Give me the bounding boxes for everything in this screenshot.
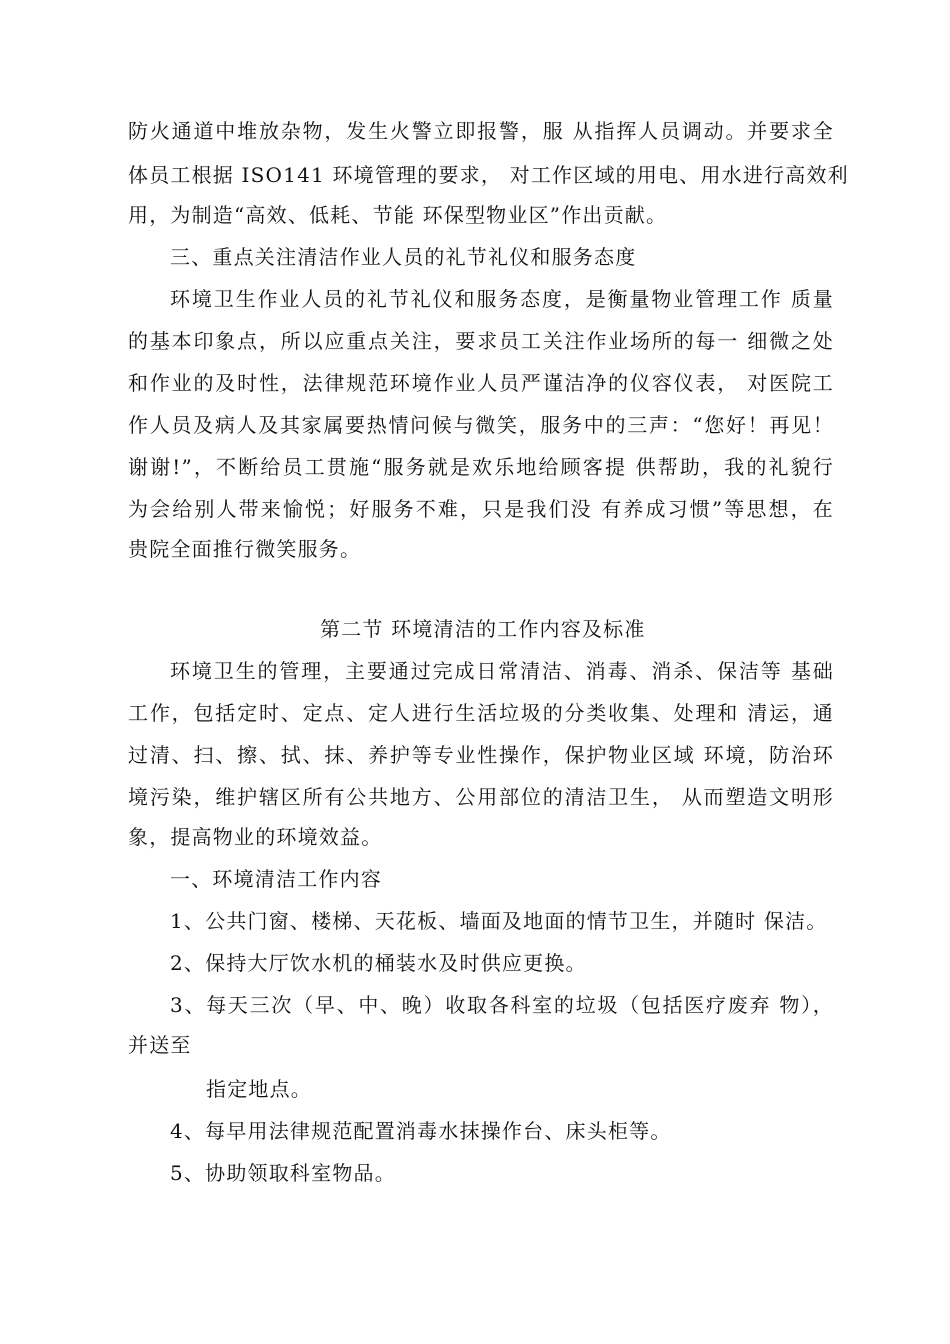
paragraph-line: 过清、扫、擦、拭、抹、养护等专业性操作，保护物业区域 环境，防治环 [128, 743, 834, 767]
paragraph-line: 谢谢!”，不断给员工贯施“服务就是欢乐地给顾客提 供帮助，我的礼貌行 [128, 455, 834, 479]
list-item: 5、协助领取科室物品。 [170, 1161, 396, 1185]
paragraph-line: 工作，包括定时、定点、定人进行生活垃圾的分类收集、处理和 清运，通 [128, 701, 834, 725]
section-heading: 一、环境清洁工作内容 [170, 867, 382, 891]
list-item: 4、每早用法律规范配置消毒水抹操作台、床头柜等。 [170, 1119, 672, 1143]
paragraph-line: 环境卫生作业人员的礼节礼仪和服务态度，是衡量物业管理工作 质量 [170, 287, 834, 311]
list-item-continuation: 并送至 [128, 1033, 192, 1057]
paragraph-line: 境污染，维护辖区所有公共地方、公用部位的清洁卫生， 从而塑造文明形 [128, 785, 834, 809]
list-item-continuation: 指定地点。 [206, 1077, 312, 1101]
list-item: 1、公共门窗、楼梯、天花板、墙面及地面的情节卫生，并随时 保洁。 [170, 909, 828, 933]
paragraph-line: 的基本印象点，所以应重点关注，要求员工关注作业场所的每一 细微之处 [128, 329, 834, 353]
list-item: 2、保持大厅饮水机的桶装水及时供应更换。 [170, 951, 587, 975]
section-heading: 三、重点关注清洁作业人员的礼节礼仪和服务态度 [170, 245, 637, 269]
paragraph-line: 贵院全面推行微笑服务。 [128, 537, 362, 561]
paragraph-line: 象，提高物业的环境效益。 [128, 825, 383, 849]
paragraph-line: 防火通道中堆放杂物，发生火警立即报警，服 从指挥人员调动。并要求全 [128, 119, 834, 143]
paragraph-line: 环境卫生的管理，主要通过完成日常清洁、消毒、消杀、保洁等 基础 [170, 659, 834, 683]
paragraph-line: 体员工根据 ISO141 环境管理的要求， 对工作区域的用电、用水进行高效利 [128, 163, 849, 187]
list-item: 3、每天三次（早、中、晚）收取各科室的垃圾（包括医疗废弃 物）， [170, 993, 834, 1017]
section-title: 第二节 环境清洁的工作内容及标准 [320, 617, 646, 641]
paragraph-line: 为会给别人带来愉悦；好服务不难，只是我们没 有养成习惯”等思想，在 [128, 497, 834, 521]
paragraph-line: 用，为制造“高效、低耗、节能 环保型物业区”作出贡献。 [128, 203, 668, 227]
paragraph-line: 和作业的及时性，法律规范环境作业人员严谨洁净的仪容仪表， 对医院工 [128, 371, 834, 395]
paragraph-line: 作人员及病人及其家属要热情问候与微笑，服务中的三声：“您好！再见！ [128, 413, 834, 437]
